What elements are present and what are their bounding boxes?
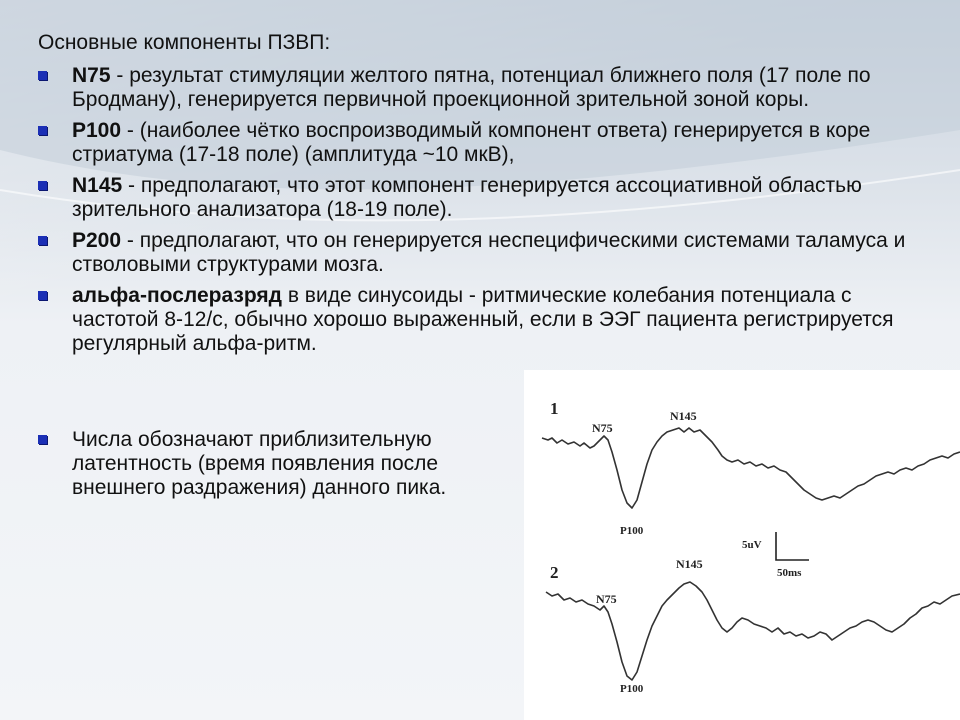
bullet-p100 <box>36 119 936 167</box>
bullet-square-icon <box>38 181 47 190</box>
trace-2-n75-label: N75 <box>596 592 617 606</box>
trace-1-number: 1 <box>550 399 559 418</box>
vep-waveform-figure <box>524 370 960 720</box>
trace-1-n145-label: N145 <box>670 409 697 423</box>
bullet-square-icon <box>38 71 47 80</box>
bullet-term: альфа-послеразряд <box>72 284 282 307</box>
bullet-n75 <box>36 64 936 112</box>
bullet-term: P100 <box>72 119 122 142</box>
trace-1-n75-label: N75 <box>592 421 613 435</box>
bullet-text: - предполагают, что этот компонент генерируется ассоциативной областью зрительного анализатора (18-19 поле). <box>72 174 862 221</box>
trace-2-p100-label: P100 <box>620 683 644 695</box>
bullet-term: P200 <box>72 229 122 252</box>
scale-amplitude-label: 5uV <box>742 539 762 551</box>
trace-1-p100-label: P100 <box>620 525 644 537</box>
bullet-note <box>36 428 536 500</box>
latency-note <box>36 428 536 507</box>
vep-waveform-svg <box>524 370 960 720</box>
bullet-p200 <box>36 229 936 277</box>
trace-2-number: 2 <box>550 563 559 582</box>
bullet-square-icon <box>38 291 47 300</box>
bullet-text: - результат стимуляции желтого пятна, потенциал ближнего поля (17 поле по Бродману), генерируется первичной проекционной зрительной зоной коры. <box>72 64 871 111</box>
bullet-text: в виде синусоиды - ритмические колебания потенциала с частотой 8-12/с, обычно хорошо выраженный, если в ЭЭГ пациента регистрируется регулярный альфа-ритм. <box>72 284 894 355</box>
bullet-n145 <box>36 174 936 222</box>
slide-heading: Основные компоненты ПЗВП: <box>38 31 331 54</box>
bullet-term: N75 <box>72 64 111 87</box>
bullet-term: N145 <box>72 174 123 197</box>
bullet-square-icon <box>38 126 47 135</box>
scale-bar <box>776 532 809 560</box>
trace-2-n145-label: N145 <box>676 557 703 571</box>
bullet-square-icon <box>38 435 47 444</box>
bullet-square-icon <box>38 236 47 245</box>
trace-1-waveform <box>542 428 960 508</box>
bullet-alpha <box>36 284 936 356</box>
note-text: Числа обозначают приблизительную латентность (время появления после внешнего раздражения) данного пика. <box>72 428 447 499</box>
slide-content <box>36 30 936 363</box>
bullet-text: - (наиболее чётко воспроизводимый компонент ответа) генерируется в коре стриатума (17-18 поле) (амплитуда ~10 мкВ), <box>72 119 871 166</box>
component-list <box>36 64 936 356</box>
scale-time-label: 50ms <box>777 567 802 579</box>
bullet-text: - предполагают, что он генерируется неспецифическими системами таламуса и стволовыми структурами мозга. <box>72 229 906 276</box>
